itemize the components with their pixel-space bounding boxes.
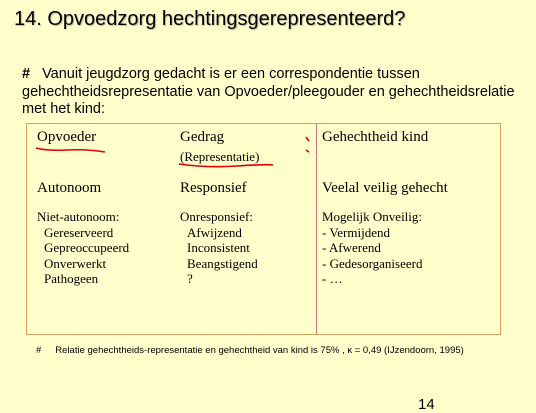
- underline-opvoeder: [36, 148, 105, 152]
- column-divider: [316, 124, 317, 334]
- footnote-text: Relatie gehechtheids-representatie en gehechtheid van kind is 75% , κ = 0,49 (IJzendoorn, 1995): [55, 345, 464, 356]
- tick-mark-upper: [306, 137, 309, 141]
- list-item: - Vermijdend: [322, 224, 390, 240]
- row2-col3: [322, 209, 422, 287]
- footnote: [36, 345, 464, 356]
- row2-col1: [37, 209, 129, 287]
- row1-col1: Autonoom: [37, 180, 102, 196]
- row2-col2-heading: Onresponsief:: [180, 209, 253, 224]
- intro-text: Vanuit jeugdzorg gedacht is er een correspondentie tussen gehechtheidsrepresentatie van Opvoeder/pleegouder en gehechtheidsrelatie met het kind:: [22, 66, 515, 117]
- correspondence-table: [26, 123, 501, 335]
- list-item: Pathogeen: [44, 271, 99, 287]
- list-item: Inconsistent: [187, 240, 250, 256]
- row2-col2: [180, 209, 258, 287]
- row2-col1-heading: Niet-autonoom:: [37, 209, 120, 224]
- list-item: - …: [322, 271, 343, 287]
- list-item: - Afwerend: [322, 240, 381, 256]
- intro-paragraph: [22, 66, 527, 119]
- header-gedrag: Gedrag: [180, 129, 225, 145]
- slide-title: 14. Opvoedzorg hechtingsgerepresenteerd?: [14, 8, 406, 30]
- list-item: - Gedesorganiseerd: [322, 255, 423, 271]
- list-item: Beangstigend: [187, 255, 258, 271]
- header-gedrag-sub: (Representatie): [180, 149, 260, 164]
- row1-col2: Responsief: [180, 180, 247, 196]
- page-number: 14: [418, 396, 435, 413]
- footnote-hash: #: [36, 345, 42, 356]
- list-item: Gereserveerd: [44, 224, 114, 240]
- row2-col3-heading: Mogelijk Onveilig:: [322, 209, 423, 224]
- list-item: ?: [187, 271, 193, 287]
- tick-mark-lower: [306, 150, 309, 152]
- intro-hash: #: [22, 66, 31, 82]
- header-gehechtheid: Gehechtheid kind: [322, 129, 429, 145]
- list-item: Afwijzend: [187, 224, 242, 240]
- header-opvoeder: Opvoeder: [37, 129, 97, 145]
- row1-col3: Veelal veilig gehecht: [322, 180, 448, 196]
- list-item: Onverwerkt: [44, 255, 107, 271]
- list-item: Gepreoccupeerd: [44, 240, 130, 256]
